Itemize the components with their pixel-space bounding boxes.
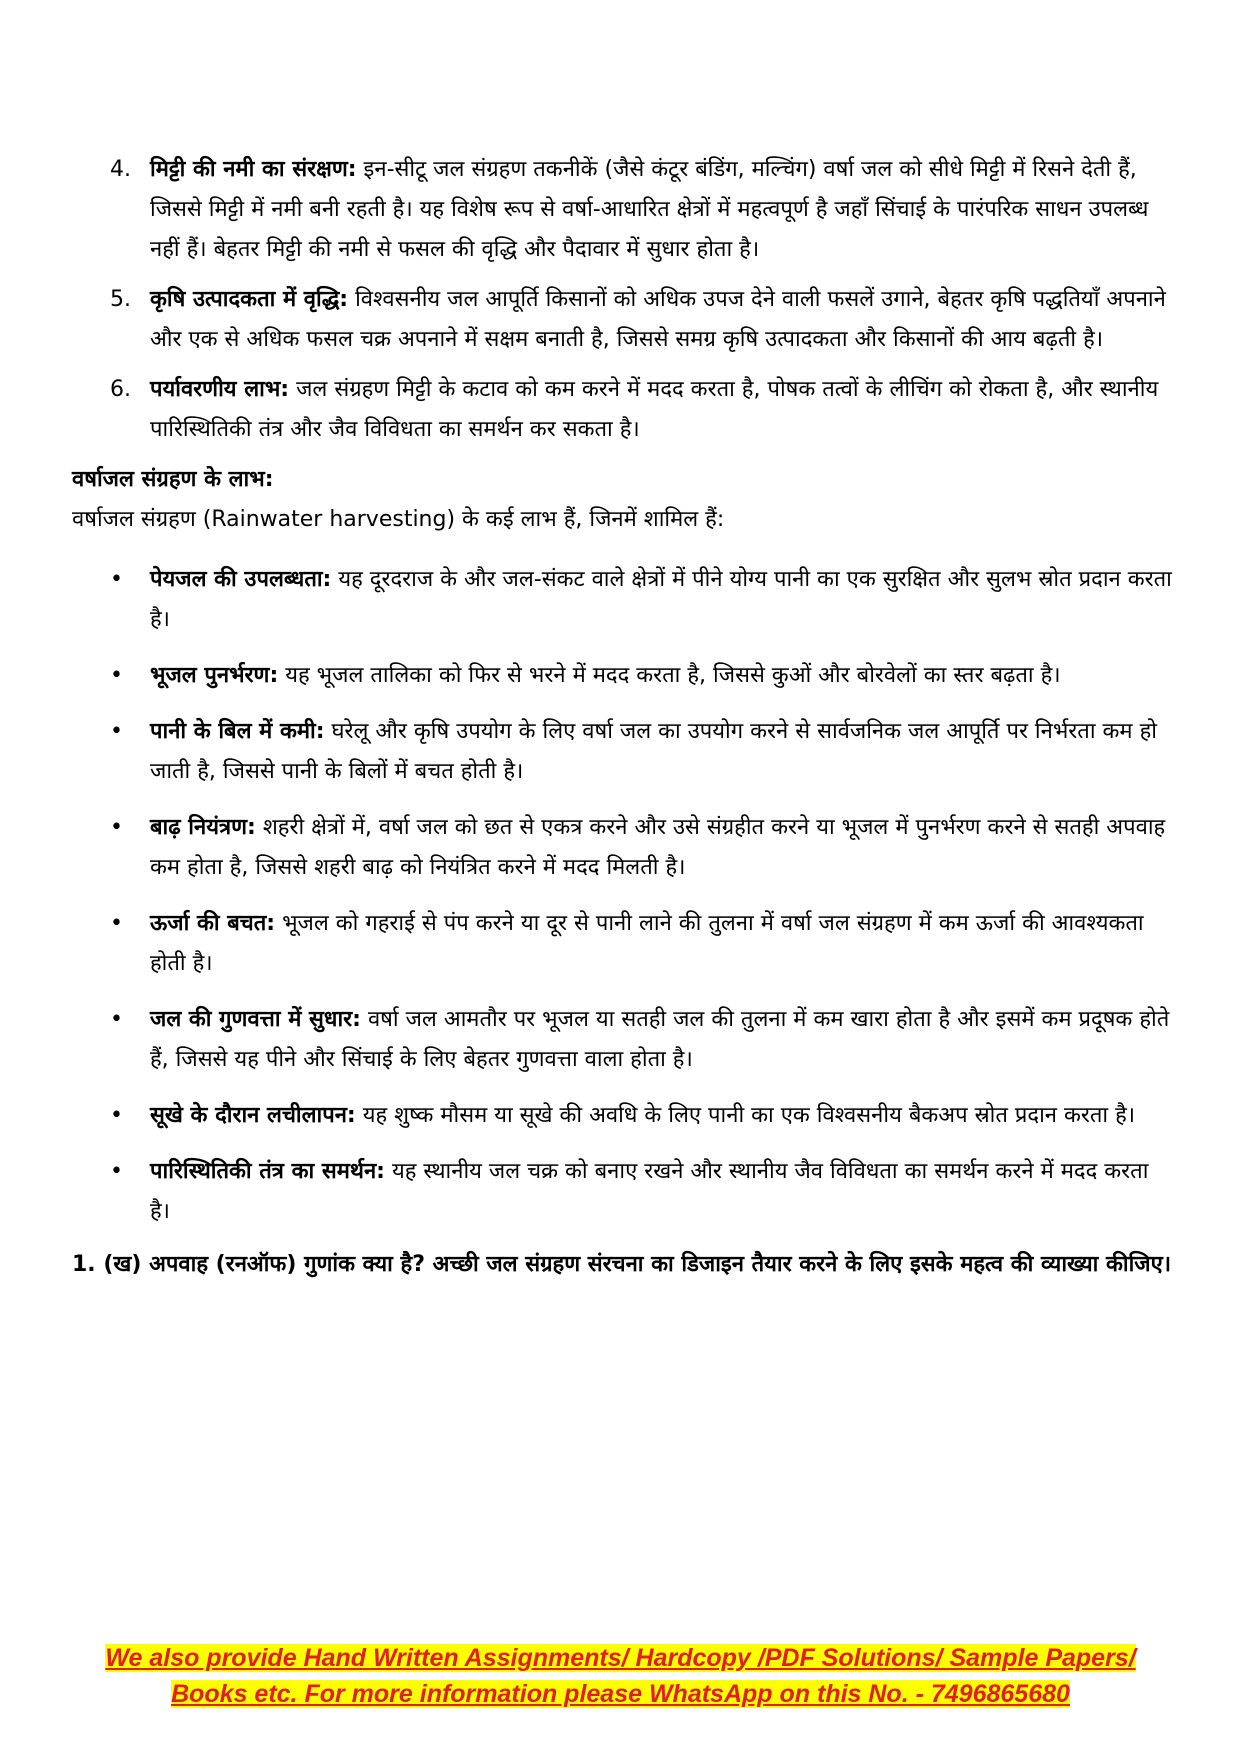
item-text: घरेलू और कृषि उपयोग के लिए वर्षा जल का उपयोग करने से सार्वजनिक जल आपूर्ति पर निर्भरता कम हो जाती है, जिससे पानी के बिलों में बचत होती है। bbox=[150, 719, 1157, 784]
list-item bbox=[72, 1000, 1172, 1080]
item-title: पारिस्थितिकी तंत्र का समर्थन: bbox=[150, 1159, 385, 1184]
item-title: ऊर्जा की बचत: bbox=[150, 911, 276, 936]
section-intro: वर्षाजल संग्रहण (Rainwater harvesting) के कई लाभ हैं, जिनमें शामिल हैं: bbox=[72, 507, 725, 532]
list-item bbox=[72, 656, 1172, 696]
item-text: वर्षा जल आमतौर पर भूजल या सतही जल की तुलना में कम खारा होता है और इसमें कम प्रदूषक होते हैं, जिससे यह पीने और सिंचाई के लिए बेहतर गुणवत्ता वाला होता है। bbox=[150, 1007, 1170, 1072]
item-title: जल की गुणवत्ता में सुधार: bbox=[150, 1007, 361, 1032]
list-number: 4. bbox=[110, 157, 131, 182]
footer-text: Books etc. For more information please WhatsApp on this No. - 7496865680 bbox=[171, 1680, 1070, 1708]
list-item bbox=[72, 904, 1172, 984]
bullet-icon: • bbox=[110, 663, 123, 688]
footer-notice bbox=[0, 1640, 1241, 1712]
bullet-icon: • bbox=[110, 567, 123, 592]
item-text: शहरी क्षेत्रों में, वर्षा जल को छत से एकत्र करने और उसे संग्रहीत करने या भूजल में पुनर्भरण करने से सतही अपवाह कम होता है, जिससे शहरी बाढ़ को नियंत्रित करने में मदद मिलती है। bbox=[150, 815, 1166, 880]
item-text: यह शुष्क मौसम या सूखे की अवधि के लिए पानी का एक विश्वसनीय बैकअप स्रोत प्रदान करता है। bbox=[355, 1103, 1136, 1128]
item-text: विश्वसनीय जल आपूर्ति किसानों को अधिक उपज देने वाली फसलें उगाने, बेहतर कृषि पद्धतियाँ अपनाने और एक से अधिक फसल चक्र अपनाने में सक्षम बनाती है, जिससे समग्र कृषि उत्पादकता और किसानों की आय बढ़ती है। bbox=[150, 287, 1166, 352]
list-number: 6. bbox=[110, 377, 131, 402]
bullet-icon: • bbox=[110, 1007, 123, 1032]
numbered-list bbox=[72, 150, 1172, 450]
bullet-icon: • bbox=[110, 1159, 123, 1184]
item-title: पेयजल की उपलब्धता: bbox=[150, 567, 332, 592]
list-item bbox=[72, 712, 1172, 792]
item-text: इन-सीटू जल संग्रहण तकनीकें (जैसे कंटूर बंडिंग, मल्चिंग) वर्षा जल को सीधे मिट्टी में रिसने देती हैं, जिससे मिट्टी में नमी बनी रहती है। यह विशेष रूप से वर्षा-आधारित क्षेत्रों में महत्वपूर्ण है जहाँ सिंचाई के पारंपरिक साधन उपलब्ध नहीं हैं। बेहतर मिट्टी की नमी से फसल की वृद्धि और पैदावार में सुधार होता है। bbox=[150, 157, 1149, 262]
item-title: पानी के बिल में कमी: bbox=[150, 719, 325, 744]
item-title: भूजल पुनर्भरण: bbox=[150, 663, 279, 688]
footer-text: We also provide Hand Written Assignments/ Hardcopy /PDF Solutions/ Sample Papers/ bbox=[105, 1644, 1136, 1672]
list-item bbox=[72, 280, 1172, 360]
item-text: भूजल को गहराई से पंप करने या दूर से पानी लाने की तुलना में वर्षा जल संग्रहण में कम ऊर्जा की आवश्यकता होती है। bbox=[150, 911, 1144, 976]
bullet-icon: • bbox=[110, 911, 123, 936]
list-item bbox=[72, 370, 1172, 450]
footer-line-2 bbox=[0, 1676, 1241, 1712]
section-heading: वर्षाजल संग्रहण के लाभ: bbox=[72, 467, 274, 492]
bullet-icon: • bbox=[110, 719, 123, 744]
bullet-icon: • bbox=[110, 1103, 123, 1128]
list-item bbox=[72, 560, 1172, 640]
document-content bbox=[72, 150, 1172, 1286]
item-text: यह दूरदराज के और जल-संकट वाले क्षेत्रों में पीने योग्य पानी का एक सुरक्षित और सुलभ स्रोत प्रदान करता है। bbox=[150, 567, 1172, 632]
item-title: मिट्टी की नमी का संरक्षण: bbox=[150, 157, 357, 182]
item-title: पर्यावरणीय लाभ: bbox=[150, 377, 290, 402]
question-heading: 1. (ख) अपवाह (रनऑफ) गुणांक क्या है? अच्छी जल संग्रहण संरचना का डिजाइन तैयार करने के लिए इसके महत्व की व्याख्या कीजिए। bbox=[72, 1252, 1172, 1277]
item-title: बाढ़ नियंत्रण: bbox=[150, 815, 256, 840]
benefits-list bbox=[72, 560, 1172, 1232]
item-title: सूखे के दौरान लचीलापन: bbox=[150, 1103, 356, 1128]
list-item bbox=[72, 150, 1172, 270]
bullet-icon: • bbox=[110, 815, 123, 840]
item-text: जल संग्रहण मिट्टी के कटाव को कम करने में मदद करता है, पोषक तत्वों के लीचिंग को रोकता है, और स्थानीय पारिस्थितिकी तंत्र और जैव विविधता का समर्थन कर सकता है। bbox=[150, 377, 1159, 442]
list-item bbox=[72, 808, 1172, 888]
list-item bbox=[72, 1152, 1172, 1232]
footer-line-1 bbox=[0, 1640, 1241, 1676]
list-item bbox=[72, 1096, 1172, 1136]
item-text: यह स्थानीय जल चक्र को बनाए रखने और स्थानीय जैव विविधता का समर्थन करने में मदद करता है। bbox=[150, 1159, 1149, 1224]
list-number: 5. bbox=[110, 287, 131, 312]
item-text: यह भूजल तालिका को फिर से भरने में मदद करता है, जिससे कुओं और बोरवेलों का स्तर बढ़ता है। bbox=[278, 663, 1061, 688]
item-title: कृषि उत्पादकता में वृद्धि: bbox=[150, 287, 349, 312]
